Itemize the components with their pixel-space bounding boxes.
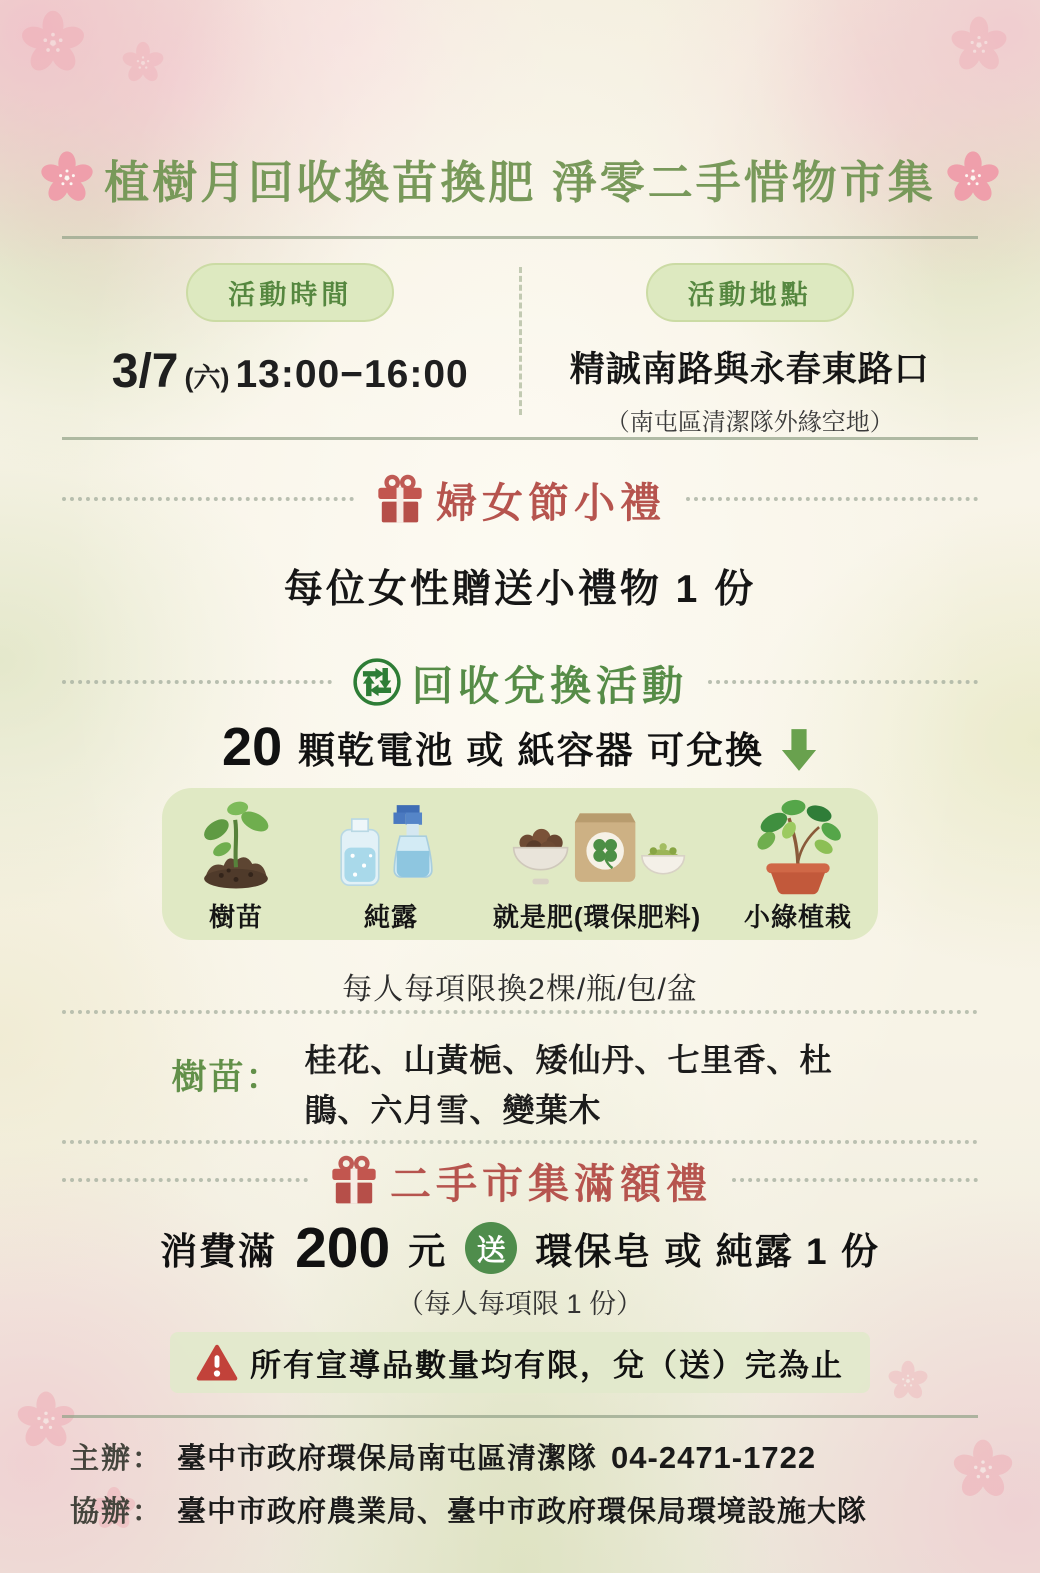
dotted-divider xyxy=(62,1140,978,1144)
sakura-flower-icon xyxy=(38,149,96,207)
event-hours: 13:00−16:00 xyxy=(235,353,469,396)
section-heading: 二手市集滿額禮 xyxy=(390,1160,712,1207)
host-name: 臺中市政府環保局南屯區清潔隊 xyxy=(177,1443,598,1475)
gift-icon xyxy=(374,473,426,525)
event-weekday: (六) xyxy=(184,363,230,393)
exchange-item xyxy=(326,797,456,934)
spend-amount: 200 xyxy=(295,1216,391,1280)
seedling-icon xyxy=(182,797,290,895)
poster-title-row xyxy=(62,146,978,210)
spend-reward-row xyxy=(62,1216,978,1280)
dotted-divider xyxy=(62,1178,308,1182)
co-organizer-line xyxy=(70,1489,978,1530)
reward-limit-note: （每人每項限 1 份） xyxy=(396,1289,644,1319)
exchange-items-band xyxy=(162,788,878,940)
host-label: 主辦： xyxy=(70,1443,164,1475)
spend-prefix: 消費滿 xyxy=(160,1231,278,1272)
warning-banner xyxy=(170,1332,870,1393)
host-line xyxy=(70,1436,978,1477)
market-gift-heading-row xyxy=(62,1152,978,1208)
exchange-item-label: 就是肥(環保肥料) xyxy=(492,902,702,932)
co-organizer-names: 臺中市政府農業局、臺中市政府環保局環境設施大隊 xyxy=(177,1496,868,1528)
divider xyxy=(62,1415,978,1418)
event-time xyxy=(112,344,469,399)
exchange-condition-text: 顆乾電池 或 紙容器 可兌換 xyxy=(298,730,764,771)
event-time-block xyxy=(62,263,519,419)
spray-bottle-icon xyxy=(326,797,456,895)
dotted-divider xyxy=(62,497,354,501)
place-label-badge: 活動地點 xyxy=(646,263,854,322)
dotted-divider xyxy=(686,497,978,501)
host-phone: 04-2471-1722 xyxy=(611,1440,817,1475)
event-location: 精誠南路與永春東路口 xyxy=(569,350,930,389)
exchange-quantity: 20 xyxy=(222,717,283,777)
reward-text: 環保皂 或 純露 1 份 xyxy=(535,1231,880,1272)
exchange-condition-row xyxy=(62,716,978,778)
exchange-limit-note: 每人每項限換2棵/瓶/包/盆 xyxy=(342,973,698,1006)
event-date: 3/7 xyxy=(111,345,179,398)
seedling-list-label: 樹苗： xyxy=(171,1058,283,1097)
arrow-down-icon xyxy=(780,727,818,773)
potted-plant-icon xyxy=(738,797,858,895)
dotted-divider xyxy=(62,680,332,684)
event-location-detail: （南屯區清潔隊外緣空地） xyxy=(605,409,894,436)
exchange-item-label: 樹苗 xyxy=(208,902,263,932)
exchange-item xyxy=(738,797,858,934)
event-info-row xyxy=(62,263,978,436)
dotted-divider xyxy=(62,1010,978,1014)
exchange-item xyxy=(492,797,702,934)
dotted-divider xyxy=(732,1178,978,1182)
women-gift-heading-row xyxy=(62,470,978,528)
warning-triangle-icon xyxy=(196,1344,238,1382)
sakura-flower-icon xyxy=(944,149,1002,207)
women-gift-text: 每位女性贈送小禮物 1 份 xyxy=(283,568,757,611)
organizer-footer xyxy=(62,1436,978,1530)
co-organizer-label: 協辦： xyxy=(70,1496,164,1528)
page-title: 植樹月回收換苗換肥 淨零二手惜物市集 xyxy=(104,156,936,208)
spend-unit: 元 xyxy=(408,1231,448,1272)
dotted-divider xyxy=(708,680,978,684)
exchange-item-label: 小綠植栽 xyxy=(743,902,852,932)
gift-icon xyxy=(328,1154,380,1206)
section-heading: 婦女節小禮 xyxy=(436,479,666,526)
recycle-heading-row xyxy=(62,654,978,710)
free-gift-badge: 送 xyxy=(465,1222,517,1274)
exchange-item xyxy=(182,797,290,934)
recycle-icon xyxy=(352,657,402,707)
seedling-varieties-row xyxy=(62,1036,978,1138)
divider xyxy=(62,236,978,239)
divider xyxy=(62,437,978,440)
event-place-block xyxy=(522,263,979,436)
exchange-item-label: 純露 xyxy=(363,902,418,932)
time-label-badge: 活動時間 xyxy=(186,263,394,322)
warning-text: 所有宣導品數量均有限，兌（送）完為止 xyxy=(250,1348,844,1383)
fertilizer-icon xyxy=(492,797,702,895)
section-heading: 回收兌換活動 xyxy=(412,662,688,709)
seedling-list: 桂花、山黃梔、矮仙丹、七里香、杜鵑、六月雪、變葉木 xyxy=(304,1042,833,1128)
